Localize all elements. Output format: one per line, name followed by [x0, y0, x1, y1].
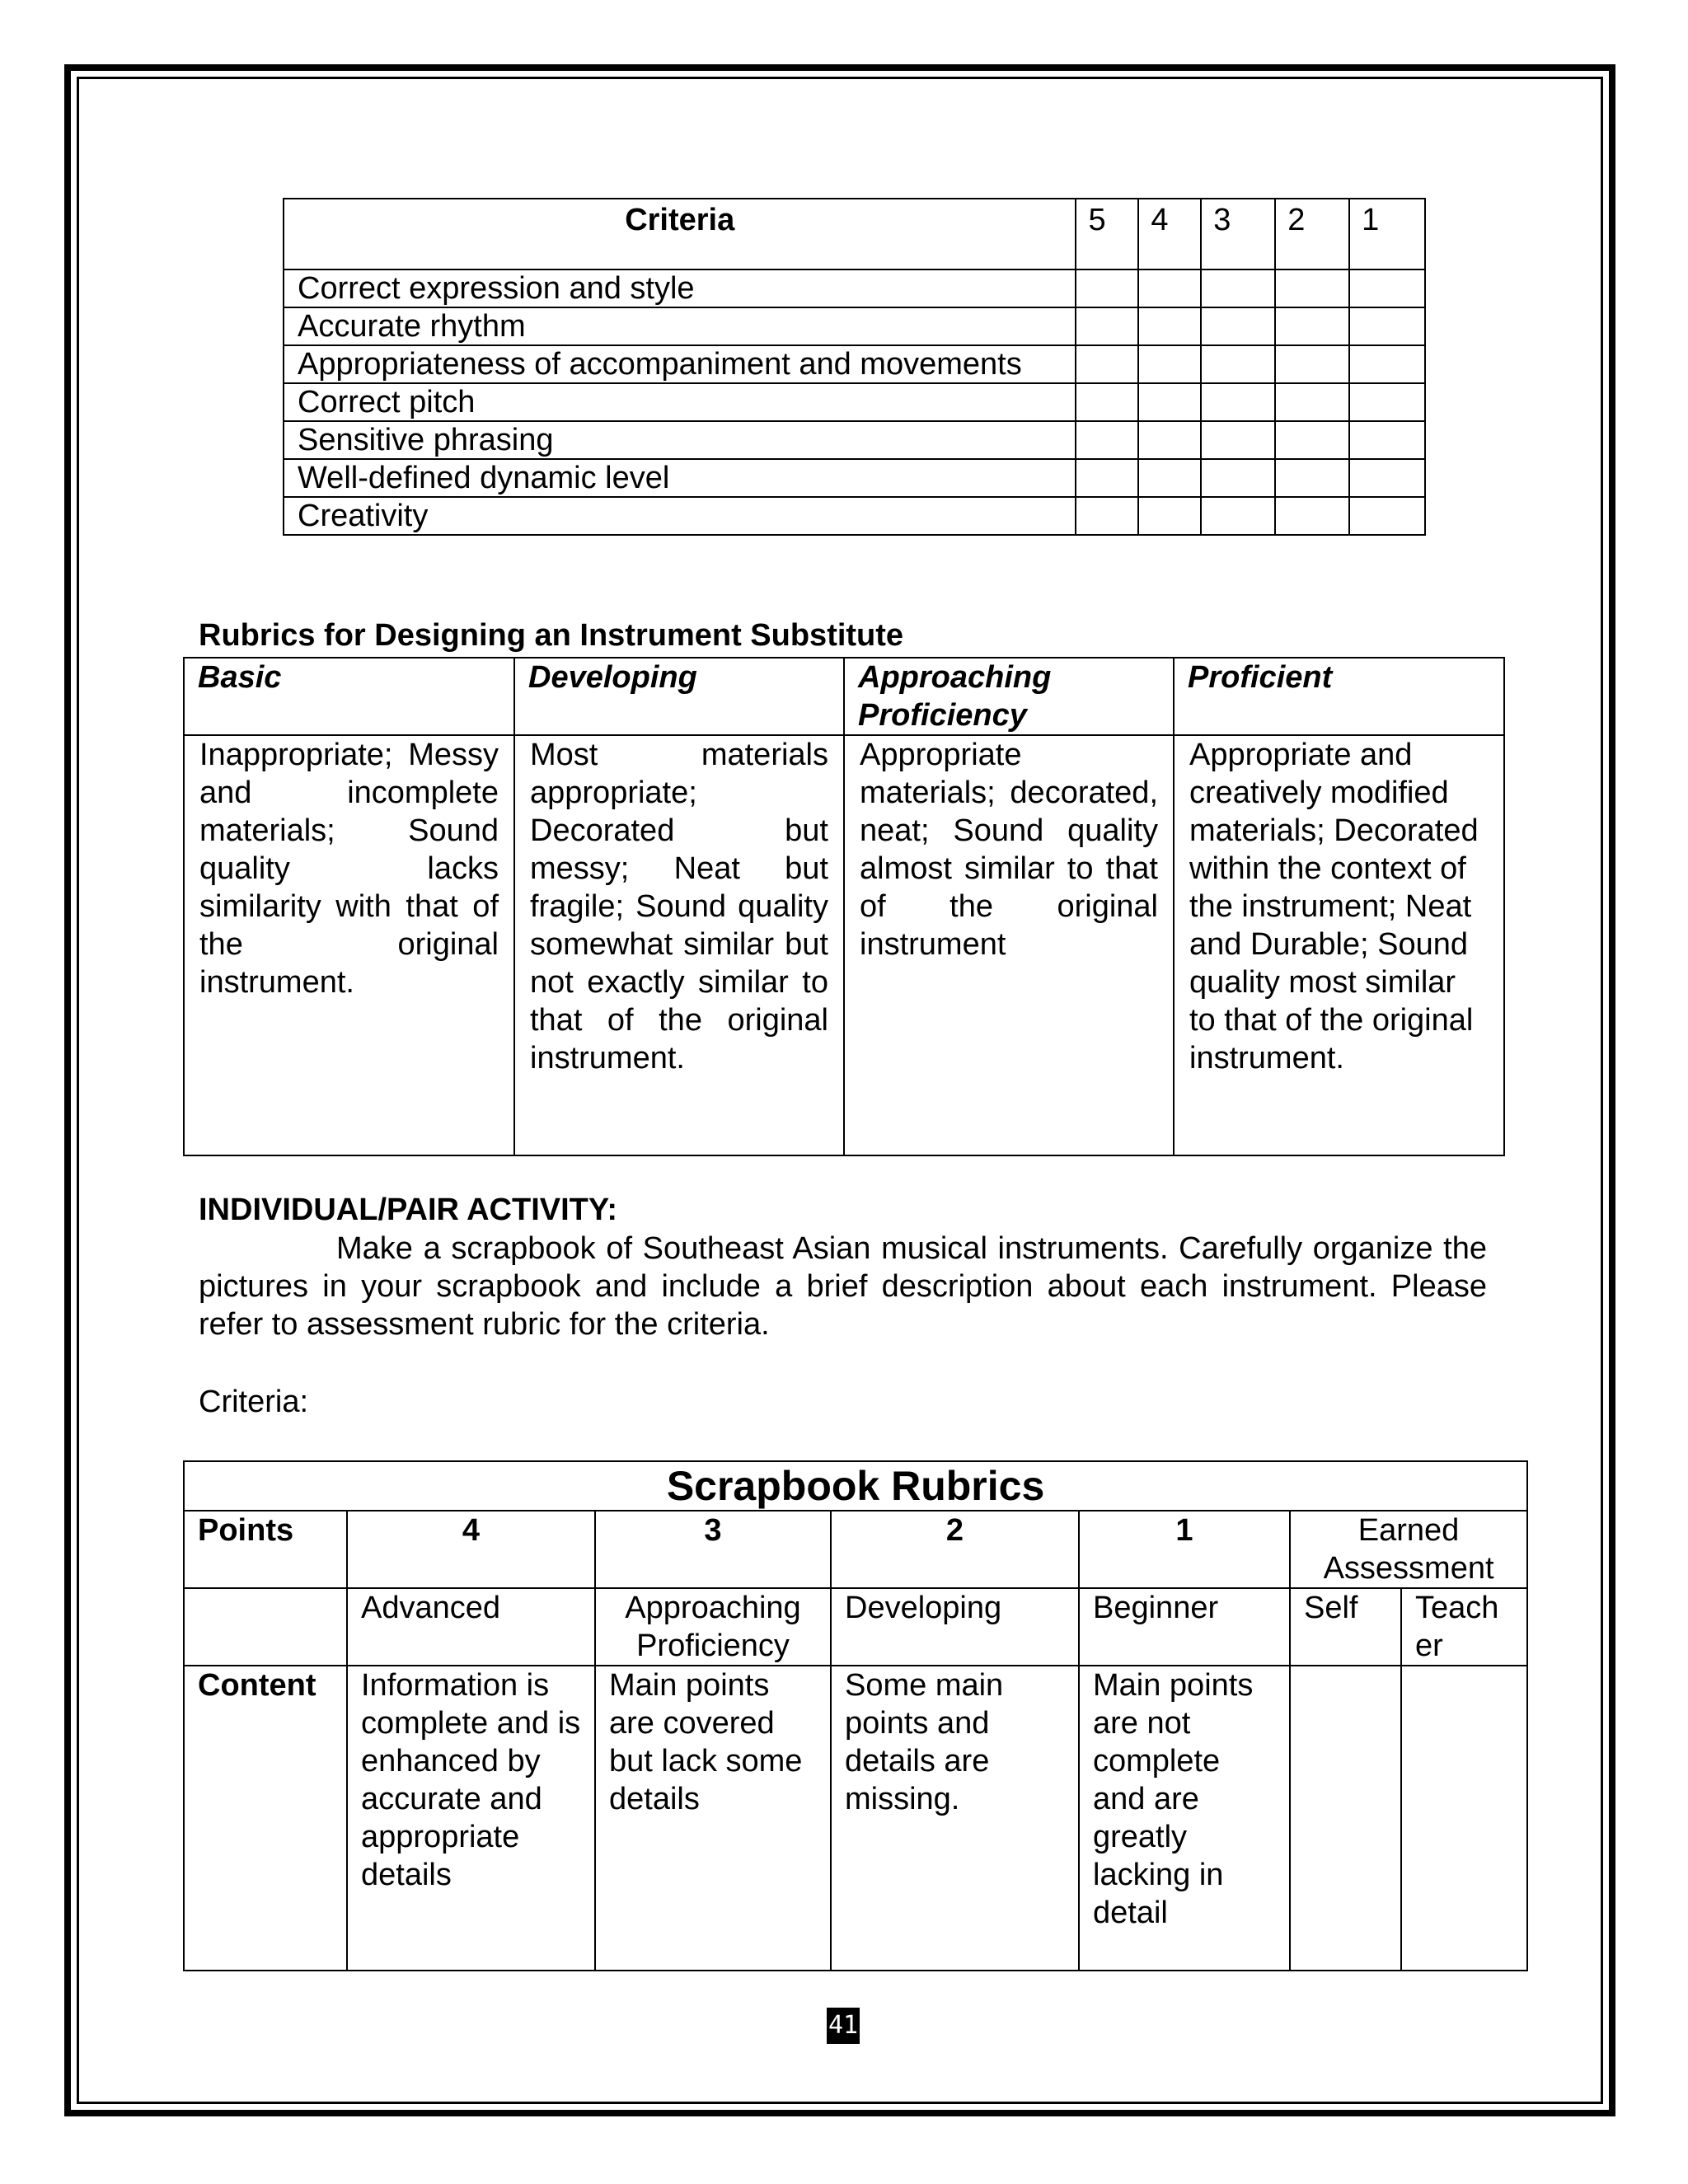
score-cell: [1349, 383, 1425, 421]
score-cell: [1349, 459, 1425, 497]
level-developing: Developing: [831, 1588, 1079, 1666]
criterion-label: Accurate rhythm: [284, 307, 1076, 345]
teacher-header: Teach er: [1401, 1588, 1527, 1666]
criterion-label: Correct expression and style: [284, 269, 1076, 307]
score-3-header: 3: [1201, 199, 1275, 269]
self-score-cell: [1290, 1666, 1401, 1971]
score-cell: [1138, 497, 1201, 535]
score-cell: [1138, 269, 1201, 307]
score-cell: [1201, 383, 1275, 421]
activity-heading: INDIVIDUAL/PAIR ACTIVITY:: [199, 1193, 618, 1227]
basic-description: Inappropriate; Messy and incomplete materials; Sound quality lacks similarity with that of the original instrument.: [184, 735, 514, 1155]
points-3: 3: [595, 1511, 831, 1588]
content-row: [184, 1666, 1527, 1971]
score-cell: [1201, 345, 1275, 383]
score-cell: [1076, 383, 1138, 421]
score-cell: [1138, 307, 1201, 345]
points-2: 2: [831, 1511, 1079, 1588]
level-approaching-header: Approaching Proficiency: [844, 658, 1174, 735]
points-1: 1: [1079, 1511, 1290, 1588]
criteria-header: Criteria: [284, 199, 1076, 269]
instrument-rubric-table: [183, 657, 1505, 1156]
criterion-label: Correct pitch: [284, 383, 1076, 421]
score-cell: [1201, 459, 1275, 497]
score-cell: [1275, 421, 1349, 459]
score-4-header: 4: [1138, 199, 1201, 269]
instrument-rubric-row: [184, 735, 1504, 1155]
level-beginner: Beginner: [1079, 1588, 1290, 1666]
developing-description: Most materials appropriate; Decorated but messy; Neat but fragile; Sound quality somewhat similar but not exactly similar to that of the original instrument.: [514, 735, 844, 1155]
score-cell: [1076, 459, 1138, 497]
level-approaching-proficiency: Approaching Proficiency: [595, 1588, 831, 1666]
score-cell: [1349, 269, 1425, 307]
score-cell: [1076, 307, 1138, 345]
criteria-table: [283, 198, 1426, 536]
level-developing-header: Developing: [514, 658, 844, 735]
instrument-rubric-title: Rubrics for Designing an Instrument Substitute: [199, 618, 904, 653]
score-cell: [1349, 497, 1425, 535]
page-number: 41: [827, 2008, 860, 2044]
score-cell: [1349, 421, 1425, 459]
criterion-label: Sensitive phrasing: [284, 421, 1076, 459]
points-label: Points: [184, 1511, 347, 1588]
score-cell: [1275, 383, 1349, 421]
teacher-score-cell: [1401, 1666, 1527, 1971]
criterion-label: Well-defined dynamic level: [284, 459, 1076, 497]
criteria-header-row: [284, 199, 1425, 269]
content-approaching: Main points are covered but lack some details: [595, 1666, 831, 1971]
content-label: Content: [184, 1666, 347, 1971]
score-2-header: 2: [1275, 199, 1349, 269]
score-cell: [1076, 421, 1138, 459]
table-row: [284, 497, 1425, 535]
score-cell: [1076, 345, 1138, 383]
score-cell: [1201, 497, 1275, 535]
earned-assessment-header: Earned Assessment: [1290, 1511, 1527, 1588]
score-cell: [1275, 345, 1349, 383]
score-cell: [1076, 497, 1138, 535]
level-proficient-header: Proficient: [1174, 658, 1504, 735]
content-developing: Some main points and details are missing.: [831, 1666, 1079, 1971]
points-4: 4: [347, 1511, 595, 1588]
scrapbook-rubric-title: Scrapbook Rubrics: [184, 1461, 1527, 1511]
score-cell: [1201, 269, 1275, 307]
score-cell: [1275, 459, 1349, 497]
instrument-rubric-header-row: [184, 658, 1504, 735]
self-header: Self: [1290, 1588, 1401, 1666]
score-cell: [1349, 307, 1425, 345]
score-1-header: 1: [1349, 199, 1425, 269]
proficient-description: Appropriate and creatively modified materials; Decorated within the context of the instrument; Neat and Durable; Sound quality most similar to that of the original instrument.: [1174, 735, 1504, 1155]
score-cell: [1275, 497, 1349, 535]
content-beginner: Main points are not complete and are greatly lacking in detail: [1079, 1666, 1290, 1971]
criterion-label: Creativity: [284, 497, 1076, 535]
score-cell: [1138, 459, 1201, 497]
table-row: [284, 307, 1425, 345]
scrapbook-title-row: [184, 1461, 1527, 1511]
points-row: [184, 1511, 1527, 1588]
score-cell: [1275, 269, 1349, 307]
score-5-header: 5: [1076, 199, 1138, 269]
score-cell: [1275, 307, 1349, 345]
score-cell: [1349, 345, 1425, 383]
levels-row: [184, 1588, 1527, 1666]
table-row: [284, 459, 1425, 497]
score-cell: [1076, 269, 1138, 307]
activity-text: Make a scrapbook of Southeast Asian musical instruments. Carefully organize the pictures in your scrapbook and include a brief description about each instrument. Please refer to assessment rubric for the criteria.: [199, 1231, 1487, 1342]
table-row: [284, 345, 1425, 383]
score-cell: [1138, 421, 1201, 459]
table-row: [284, 383, 1425, 421]
score-cell: [1201, 307, 1275, 345]
score-cell: [1138, 383, 1201, 421]
level-basic-header: Basic: [184, 658, 514, 735]
empty-cell: [184, 1588, 347, 1666]
content-advanced: Information is complete and is enhanced by accurate and appropriate details: [347, 1666, 595, 1971]
table-row: [284, 421, 1425, 459]
score-cell: [1138, 345, 1201, 383]
score-cell: [1201, 421, 1275, 459]
criteria-label: Criteria:: [199, 1385, 309, 1419]
scrapbook-rubric-table: [183, 1460, 1528, 1971]
approaching-description: Appropriate materials; decorated, neat; Sound quality almost similar to that of the original instrument: [844, 735, 1174, 1155]
level-advanced: Advanced: [347, 1588, 595, 1666]
criterion-label: Appropriateness of accompaniment and movements: [284, 345, 1076, 383]
table-row: [284, 269, 1425, 307]
